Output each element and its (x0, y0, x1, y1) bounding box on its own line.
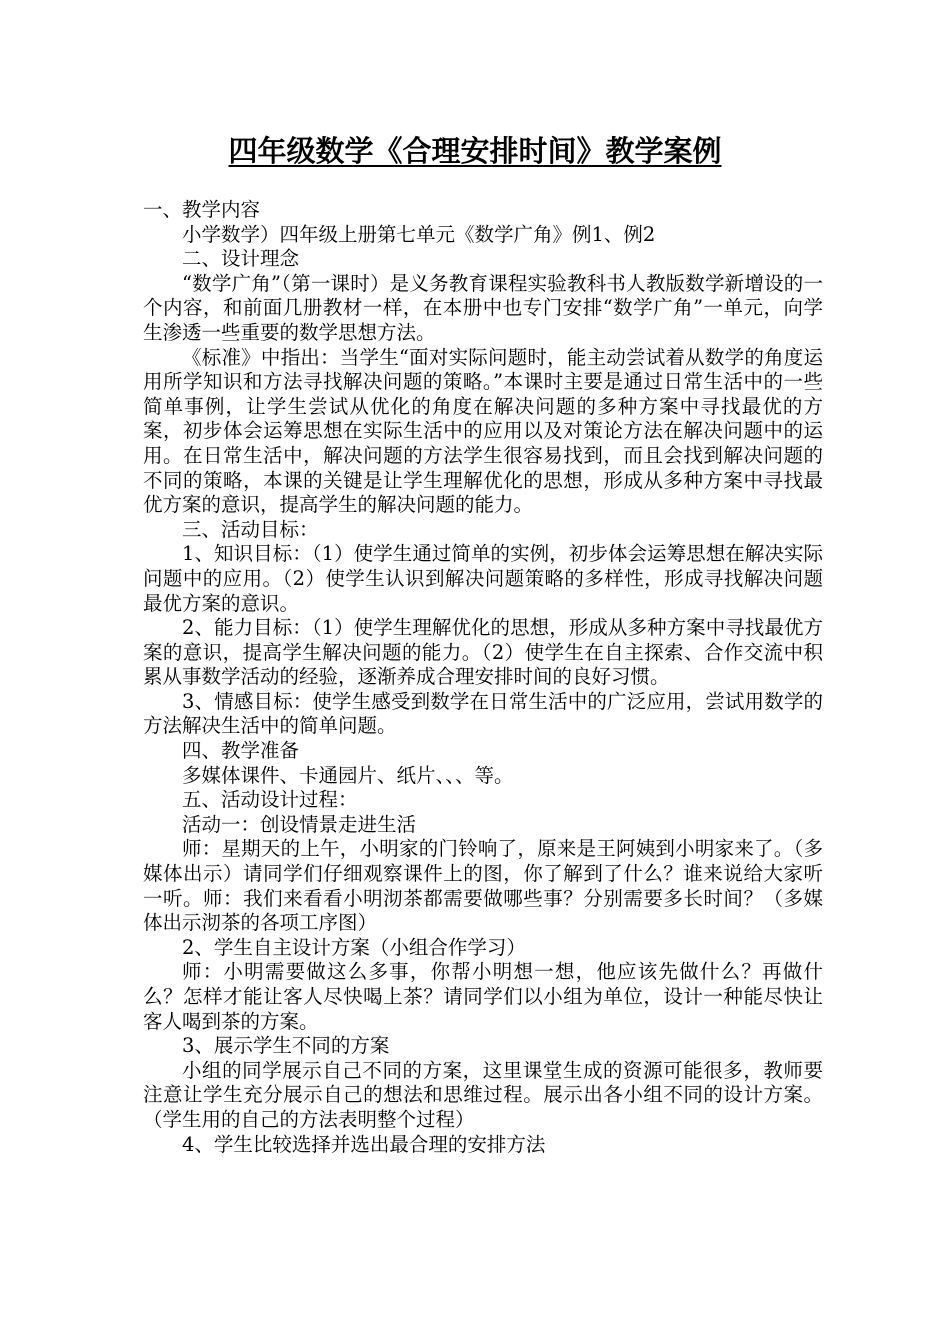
paragraph: 1、知识目标：（1）使学生通过简单的实例，初步体会运筹思想在解决实际问题中的应用。（2）使学生认识到解决问题策略的多样性，形成寻找解决问题最优方案的意识。 (143, 542, 823, 615)
paragraph: 多媒体课件、卡通园片、纸片、、、等。 (182, 763, 514, 787)
paragraph: 3、情感目标：使学生感受到数学在日常生活中的广泛应用，尝试用数学的方法解决生活中的简单问题。 (143, 689, 823, 738)
paragraph: 3、展示学生不同的方案 (182, 1034, 390, 1058)
paragraph-heading-concept: 二、设计理念 (182, 247, 300, 271)
paragraph: 2、学生自主设计方案（小组合作学习） (182, 935, 526, 959)
paragraph: 小组的同学展示自己不同的方案，这里课堂生成的资源可能很多，教师要注意让学生充分展示自己的想法和思维过程。展示出各小组不同的设计方案。（学生用的自己的方法表明整个过程） (143, 1058, 823, 1131)
document-body (143, 198, 823, 1157)
paragraph: 师：星期天的上午，小明家的门铃响了，原来是王阿姨到小明家来了。（多媒体出示）请同学们仔细观察课件上的图，你了解到了什么？谁来说给大家听一听。师：我们来看看小明沏茶都需要做哪些事？分别需要多长时间？（多媒体出示沏茶的各项工序图） (143, 837, 823, 935)
document-title (0, 130, 950, 172)
paragraph: 小学数学）四年级上册第七单元《数学广角》例1、例2 (182, 222, 656, 246)
paragraph: “数学广角”（第一课时）是义务教育课程实验教科书人教版数学新增设的一个内容，和前面几册教材一样，在本册中也专门安排“数学广角”一单元，向学生渗透一些重要的数学思想方法。 (143, 271, 823, 344)
paragraph-heading-goals: 三、活动目标： (182, 517, 319, 541)
paragraph-heading-process: 五、活动设计过程： (182, 788, 358, 812)
paragraph: 4、学生比较选择并选出最合理的安排方法 (182, 1132, 546, 1156)
paragraph-heading-preparation: 四、教学准备 (182, 739, 300, 763)
paragraph: 《标准》中指出：当学生“面对实际问题时，能主动尝试着从数学的角度运用所学知识和方法寻找解决问题的策略。”本课时主要是通过日常生活中的一些简单事例，让学生尝试从优化的角度在解决问题的多种方案中寻找最优的方案，初步体会运筹思想在实际生活中的应用以及对策论方法在解决问题中的运用。在日常生活中，解决问题的方法学生很容易找到，而且会找到解决问题的不同的策略，本课的关键是让学生理解优化的思想，形成从多种方案中寻找最优方案的意识，提高学生的解决问题的能力。 (143, 345, 823, 517)
paragraph: 2、能力目标：（1）使学生理解优化的思想，形成从多种方案中寻找最优方案的意识，提高学生解决问题的能力。（2）使学生在自主探索、合作交流中积累从事数学活动的经验，逐渐养成合理安排时间的良好习惯。 (143, 616, 823, 689)
paragraph-heading-content: 一、教学内容 (143, 198, 261, 221)
document-title-text: 四年级数学《合理安排时间》教学案例 (228, 134, 722, 168)
paragraph: 师：小明需要做这么多事，你帮小明想一想，他应该先做什么？再做什么？怎样才能让客人尽快喝上茶？请同学们以小组为单位，设计一种能尽快让客人喝到茶的方案。 (143, 960, 823, 1033)
paragraph: 活动一：创设情景走进生活 (182, 812, 417, 836)
